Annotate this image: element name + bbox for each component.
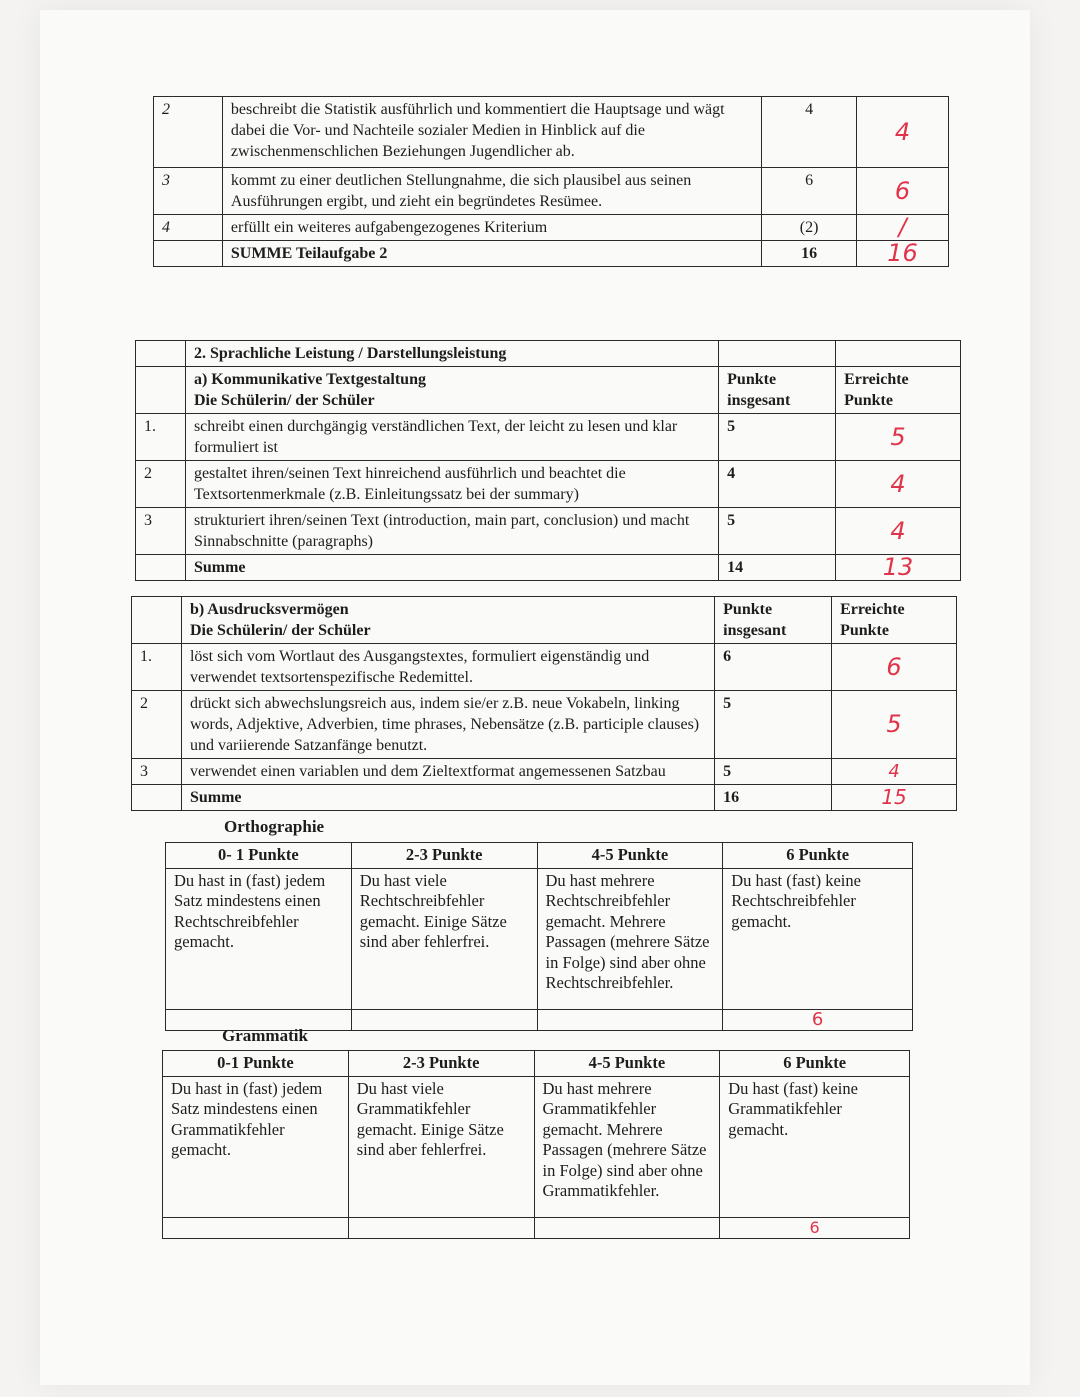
grid-header: 2-3 Punkte	[351, 843, 537, 869]
table-row	[132, 691, 957, 759]
orthographie-grid	[165, 842, 913, 1031]
grid-header: 6 Punkte	[720, 1051, 910, 1077]
mark-cell-selected: 6	[720, 1217, 910, 1238]
mark-cell	[163, 1217, 349, 1238]
sum-max-points: 14	[719, 555, 836, 581]
grid-cell: Du hast mehrere Rechtschreibfehler gemacht. Mehrere Passagen (mehrere Sätze in Folge) sind aber ohne Rechtschreibfehler.	[537, 868, 723, 1009]
grid-cell: Du hast mehrere Grammatikfehler gemacht. Mehrere Passagen (mehrere Sätze in Folge) sind aber ohne Grammatikfehler.	[534, 1076, 720, 1217]
row-number: 2	[136, 461, 186, 508]
criterion-text: drückt sich abwechslungsreich aus, indem sie/er z.B. neue Vokabeln, linking words, Adjektive, Adverbien, time phrases, Nebensätze (z.B. participle clauses) und variierende Satzanfänge benutzt.	[181, 691, 714, 759]
empty-cell	[136, 341, 186, 367]
section-subtitle	[181, 597, 714, 644]
table-row-sum	[132, 785, 957, 811]
row-number: 1.	[136, 414, 186, 461]
max-points: 5	[715, 759, 832, 785]
table-row	[154, 168, 949, 215]
subtitle-text: b) Ausdrucksvermögen	[189, 601, 349, 618]
table-kommunikative-textgestaltung	[135, 340, 961, 581]
subtitle-text: a) Kommunikative Textgestaltung	[193, 371, 426, 388]
mark-cell-selected: 6	[723, 1009, 913, 1030]
grammatik-grid	[162, 1050, 910, 1239]
max-points: (2)	[762, 215, 857, 241]
sum-label: Summe	[185, 555, 718, 581]
table-teilaufgabe-2	[153, 96, 949, 267]
table-ausdrucksvermoegen	[131, 596, 957, 811]
grid-header: 0- 1 Punkte	[166, 843, 352, 869]
table-row	[132, 759, 957, 785]
empty-cell	[154, 241, 223, 267]
achieved-points: 4	[857, 97, 949, 168]
table-row	[132, 644, 957, 691]
achieved-points: 5	[836, 414, 961, 461]
max-points: 5	[719, 508, 836, 555]
achieved-points: 4	[832, 759, 957, 785]
max-points: 5	[719, 414, 836, 461]
section-subtitle	[185, 367, 718, 414]
sum-achieved-points: 16	[857, 241, 949, 267]
sum-max-points: 16	[715, 785, 832, 811]
max-points: 6	[715, 644, 832, 691]
achieved-points: 6	[857, 168, 949, 215]
mark-cell	[537, 1009, 723, 1030]
table-row	[136, 461, 961, 508]
empty-cell	[132, 785, 182, 811]
grid-cell: Du hast viele Grammatikfehler gemacht. Einige Sätze sind aber fehlerfrei.	[348, 1076, 534, 1217]
empty-cell	[136, 555, 186, 581]
grid-header: 2-3 Punkte	[348, 1051, 534, 1077]
grid-header: 4-5 Punkte	[537, 843, 723, 869]
criterion-text: beschreibt die Statistik ausführlich und kommentiert die Hauptsage und wägt dabei die Vor- und Nachteile sozialer Medien in Hinblick auf die zwischenmenschlichen Beziehungen Jugendlicher ab.	[222, 97, 761, 168]
achieved-points: 4	[836, 508, 961, 555]
grid-cell: Du hast in (fast) jedem Satz mindestens einen Grammatikfehler gemacht.	[163, 1076, 349, 1217]
grid-header: 6 Punkte	[723, 843, 913, 869]
table-row	[136, 508, 961, 555]
row-number: 1.	[132, 644, 182, 691]
table-row	[154, 97, 949, 168]
max-points: 6	[762, 168, 857, 215]
criterion-text: kommt zu einer deutlichen Stellungnahme, die sich plausibel aus seinen Ausführungen ergibt, und zieht ein begründetes Resümee.	[222, 168, 761, 215]
max-points: 4	[762, 97, 857, 168]
criterion-text: löst sich vom Wortlaut des Ausgangstextes, formuliert eigenständig und verwendet textsortenspezifische Redemittel.	[181, 644, 714, 691]
grid-header: 0-1 Punkte	[163, 1051, 349, 1077]
grid-cell: Du hast (fast) keine Grammatikfehler gemacht.	[720, 1076, 910, 1217]
sum-label: Summe	[181, 785, 714, 811]
criterion-text: schreibt einen durchgängig verständlichen Text, der leicht zu lesen und klar formuliert ist	[185, 414, 718, 461]
grid-cell: Du hast in (fast) jedem Satz mindestens einen Rechtschreibfehler gemacht.	[166, 868, 352, 1009]
row-number: 2	[132, 691, 182, 759]
max-points: 5	[715, 691, 832, 759]
row-number: 3	[136, 508, 186, 555]
sum-max-points: 16	[762, 241, 857, 267]
empty-cell	[836, 341, 961, 367]
grammatik-label: Grammatik	[222, 1026, 308, 1045]
table-row-sum	[154, 241, 949, 267]
mark-cell	[348, 1217, 534, 1238]
intro-text: Die Schülerin/ der Schüler	[193, 392, 375, 409]
grid-cell: Du hast viele Rechtschreibfehler gemacht. Einige Sätze sind aber fehlerfrei.	[351, 868, 537, 1009]
row-number: 2	[154, 97, 223, 168]
grid-cell: Du hast (fast) keine Rechtschreibfehler gemacht.	[723, 868, 913, 1009]
orthographie-label: Orthographie	[224, 817, 325, 836]
sum-label: SUMME Teilaufgabe 2	[222, 241, 761, 267]
max-points: 4	[719, 461, 836, 508]
col-header-punkte: Punkte insgesant	[719, 367, 836, 414]
sum-achieved-points: 15	[832, 785, 957, 811]
section-title: 2. Sprachliche Leistung / Darstellungsleistung	[185, 341, 718, 367]
criterion-text: gestaltet ihren/seinen Text hinreichend ausführlich und beachtet die Textsortenmerkmale (z.B. Einleitungssatz bei der summary)	[185, 461, 718, 508]
mark-cell	[351, 1009, 537, 1030]
mark-cell	[534, 1217, 720, 1238]
empty-cell	[136, 367, 186, 414]
col-header-erreicht: Erreichte Punkte	[836, 367, 961, 414]
sum-achieved-points: 13	[836, 555, 961, 581]
row-number: 3	[132, 759, 182, 785]
criterion-text: strukturiert ihren/seinen Text (introduction, main part, conclusion) und macht Sinnabschnitte (paragraphs)	[185, 508, 718, 555]
row-number: 4	[154, 215, 223, 241]
achieved-points: /	[857, 215, 949, 241]
achieved-points: 5	[832, 691, 957, 759]
col-header-erreicht: Erreichte Punkte	[832, 597, 957, 644]
empty-cell	[719, 341, 836, 367]
achieved-points: 6	[832, 644, 957, 691]
criterion-text: verwendet einen variablen und dem Zieltextformat angemessenen Satzbau	[181, 759, 714, 785]
table-row	[154, 215, 949, 241]
achieved-points: 4	[836, 461, 961, 508]
grid-header: 4-5 Punkte	[534, 1051, 720, 1077]
intro-text: Die Schülerin/ der Schüler	[189, 622, 371, 639]
col-header-punkte: Punkte insgesant	[715, 597, 832, 644]
table-row-sum	[136, 555, 961, 581]
empty-cell	[132, 597, 182, 644]
criterion-text: erfüllt ein weiteres aufgabengezogenes Kriterium	[222, 215, 761, 241]
table-row	[136, 414, 961, 461]
row-number: 3	[154, 168, 223, 215]
